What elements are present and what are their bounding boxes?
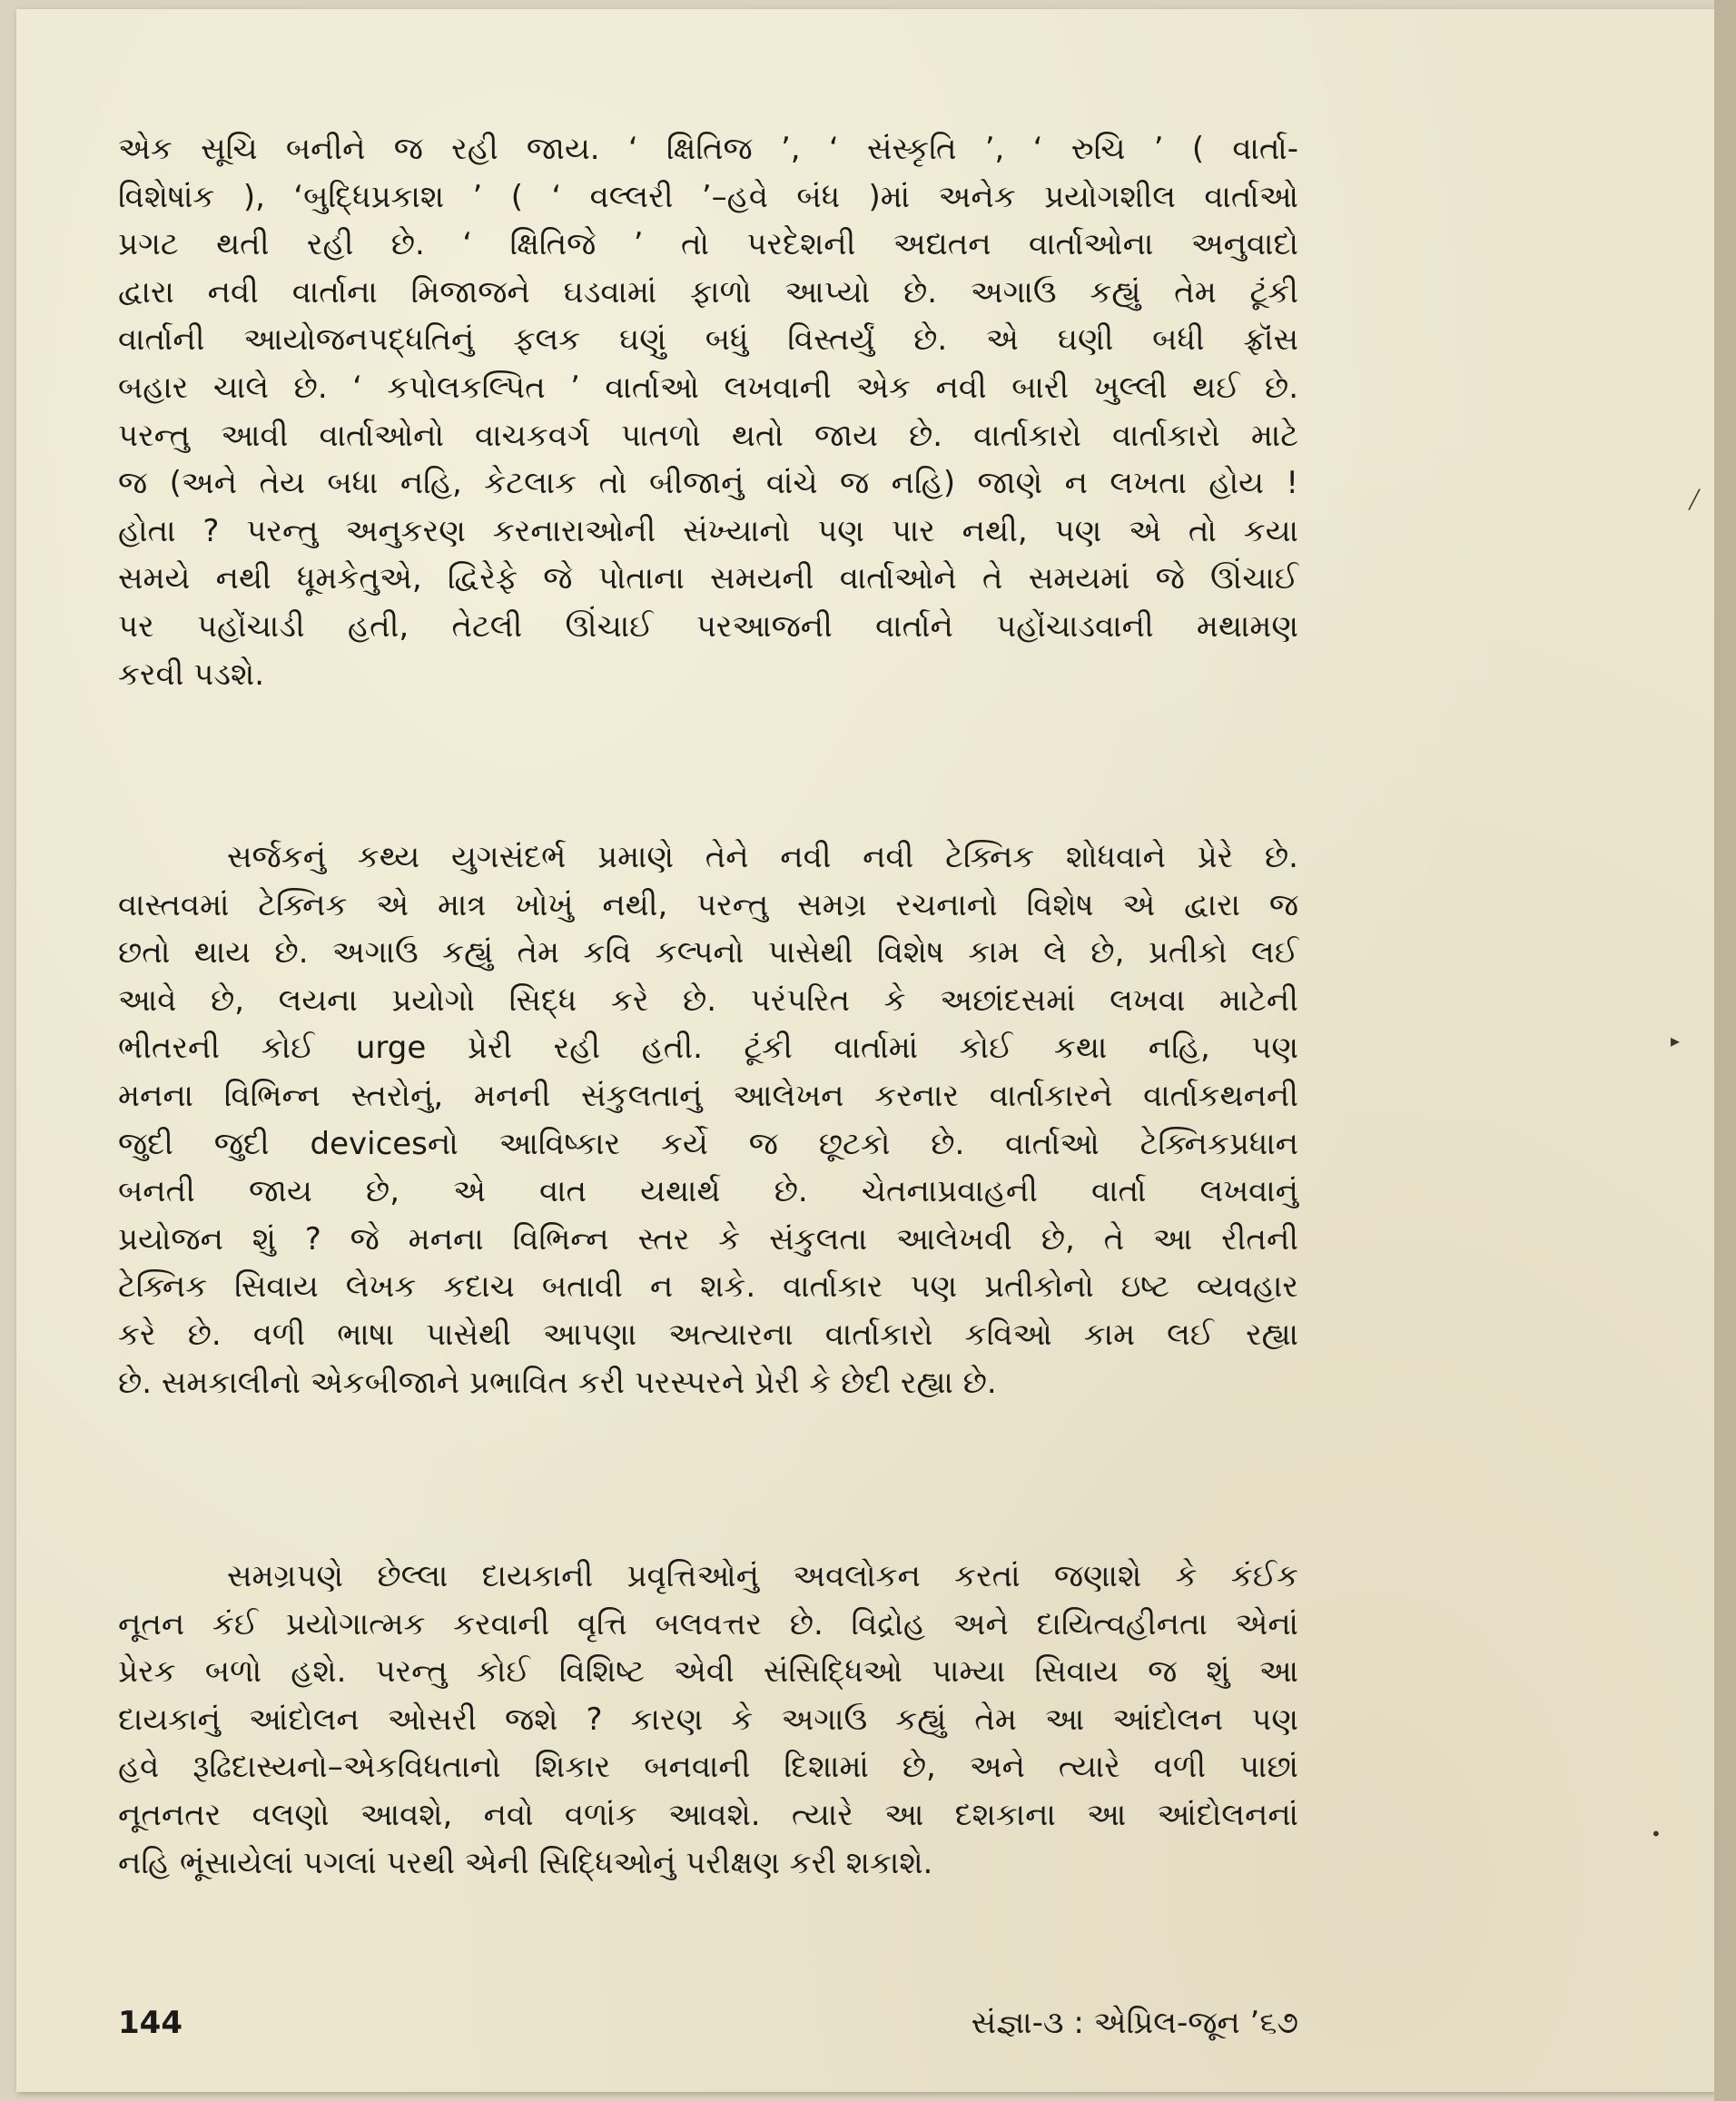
paragraph-line: નહિ ભૂંસાયેલાં પગલાં પરથી એની સિદ્ધિઓનું પરીક્ષણ કરી શકાશે.	[118, 1844, 933, 1881]
paragraph-line: જ (અને તેય બધા નહિ, કેટલાક તો બીજાનું વાંચે જ નહિ) જાણે ન લખતા હોય !	[118, 465, 1298, 502]
paragraph-line: છે. સમકાલીનો એકબીજાને પ્રભાવિત કરી પરસ્પરને પ્રેરી કે છેદી રહ્યા છે.	[118, 1364, 997, 1401]
paragraph-line: સમયે નથી ધૂમકેતુએ, દ્વિરેફે જે પોતાના સમયની વાર્તાઓને તે સમયમાં જે ઊંચાઈ	[118, 560, 1298, 597]
paragraph-line: સર્જકનું કથ્ય યુગસંદર્ભ પ્રમાણે તેને નવી નવી ટેક્નિક શોધવાને પ્રેરે છે.	[227, 839, 1298, 875]
paragraph-line: વિશેષાંક ), ‘બુદ્ધિપ્રકાશ ’ ( ‘ વલ્લરી ’–હવે બંધ )માં અનેક પ્રયોગશીલ વાર્તાઓ	[118, 178, 1298, 215]
paragraph-line: વાર્તાની આયોજનપદ્ધતિનું ફલક ઘણું બધું વિસ્તર્યું છે. એ ઘણી બધી ફ્રૉંસ	[118, 321, 1298, 359]
paragraph-line: છતો થાય છે. અગાઉ કહ્યું તેમ કવિ કલ્પનો પાસેથી વિશેષ કામ લે છે, પ્રતીકો લઈ	[118, 934, 1298, 972]
margin-mark: ╱	[1689, 488, 1701, 510]
paragraph-line: બહાર ચાલે છે. ‘ કપોલકલ્પિત ’ વાર્તાઓ લખવાની એક નવી બારી ખુલ્લી થઈ છે.	[118, 369, 1298, 406]
paragraph-1	[118, 125, 1298, 698]
paragraph-line: નૂતન કંઈ પ્રયોગાત્મક કરવાની વૃત્તિ બલવત્તર છે. વિદ્રોહ અને દાયિત્વહીનતા એનાં	[118, 1605, 1298, 1642]
paragraph-line: હોતા ? પરન્તુ અનુકરણ કરનારાઓની સંખ્યાનો પણ પાર નથી, પણ એ તો કયા	[118, 512, 1298, 549]
paragraph-line: હવે રૂઢિદાસ્યનો–એકવિધતાનો શિકાર બનવાની દિશામાં છે, અને ત્યારે વળી પાછાં	[118, 1749, 1298, 1786]
paragraph-3	[118, 1553, 1298, 1887]
paragraph-line: બનતી જાય છે, એ વાત યથાર્થ છે. ચેતનાપ્રવાહની વાર્તા લખવાનું	[118, 1173, 1298, 1210]
paragraph-line: નૂતનતર વલણો આવશે, નવો વળાંક આવશે. ત્યારે આ દશકાના આ આંદોલનનાં	[118, 1796, 1298, 1833]
paragraph-line: મનના વિભિન્ન સ્તરોનું, મનની સંકુલતાનું આલેખન કરનાર વાર્તાકારને વાર્તાકથનની	[118, 1077, 1298, 1114]
margin-mark: •	[1651, 1823, 1662, 1845]
running-footer: સંજ્ઞા-૩ : એપ્રિલ-જૂન ’૬૭	[971, 2005, 1298, 2041]
paragraph-line: ભીતરની કોઈ urge પ્રેરી રહી હતી. ટૂંકી વાર્તામાં કોઈ કથા નહિ, પણ	[118, 1030, 1298, 1067]
paragraph-2	[118, 833, 1298, 1406]
paragraph-line: વાસ્તવમાં ટેક્નિક એ માત્ર ખોખું નથી, પરન્તુ સમગ્ર રચનાનો વિશેષ એ દ્વારા જ	[118, 886, 1298, 923]
paragraph-line: ટેક્નિક સિવાય લેખક કદાચ બતાવી ન શકે. વાર્તાકાર પણ પ્રતીકોનો ઇષ્ટ વ્યવહાર	[118, 1268, 1298, 1306]
paragraph-line: દાયકાનું આંદોલન ઓસરી જશે ? કારણ કે અગાઉ કહ્યું તેમ આ આંદોલન પણ	[118, 1701, 1298, 1738]
paragraph-line: કરવી પડશે.	[118, 656, 265, 693]
paragraph-line: એક સૂચિ બનીને જ રહી જાય. ‘ ક્ષિતિજ ’, ‘ સંસ્કૃતિ ’, ‘ રુચિ ’ ( વાર્તા-	[118, 131, 1298, 167]
paragraph-line: પર પહોંચાડી હતી, તેટલી ઊંચાઈ પરઆજની વાર્તાને પહોંચાડવાની મથામણ	[118, 607, 1298, 645]
paragraph-line: સમગ્રપણે છેલ્લા દાયકાની પ્રવૃત્તિઓનું અવલોકન કરતાં જણાશે કે કંઈક	[227, 1558, 1298, 1594]
page-footer	[118, 2005, 1298, 2041]
paragraph-line: કરે છે. વળી ભાષા પાસેથી આપણા અત્યારના વાર્તાકારો કવિઓ કામ લઈ રહ્યા	[118, 1316, 1298, 1353]
paragraph-line: દ્વારા નવી વાર્તાના મિજાજને ઘડવામાં ફાળો આપ્યો છે. અગાઉ કહ્યું તેમ ટૂંકી	[118, 273, 1298, 311]
page-edge	[1714, 0, 1736, 2101]
paragraph-line: પ્રેરક બળો હશે. પરન્તુ કોઈ વિશિષ્ટ એવી સંસિદ્ધિઓ પામ્યા સિવાય જ શું આ	[118, 1653, 1298, 1691]
paragraph-line: આવે છે, લયના પ્રયોગો સિદ્ધ કરે છે. પરંપરિત કે અછાંદસમાં લખવા માટેની	[118, 981, 1298, 1019]
paragraph-line: જુદી જુદી devicesનો આવિષ્કાર કર્યે જ છૂટકો છે. વાર્તાઓ ટેક્નિકપ્રધાન	[118, 1125, 1298, 1162]
paragraph-line: પ્રગટ થતી રહી છે. ‘ ક્ષિતિજે ’ તો પરદેશની અદ્યતન વાર્તાઓના અનુવાદો	[118, 226, 1298, 263]
page-number: 144	[118, 2005, 182, 2041]
margin-mark: ▸	[1671, 1030, 1681, 1051]
book-page	[16, 9, 1714, 2092]
paragraph-line: પરન્તુ આવી વાર્તાઓનો વાચકવર્ગ પાતળો થતો જાય છે. વાર્તાકારો વાર્તાકારો માટે	[118, 417, 1298, 454]
paragraph-line: પ્રયોજન શું ? જે મનના વિભિન્ન સ્તર કે સંકુલતા આલેખવી છે, તે આ રીતની	[118, 1220, 1298, 1258]
